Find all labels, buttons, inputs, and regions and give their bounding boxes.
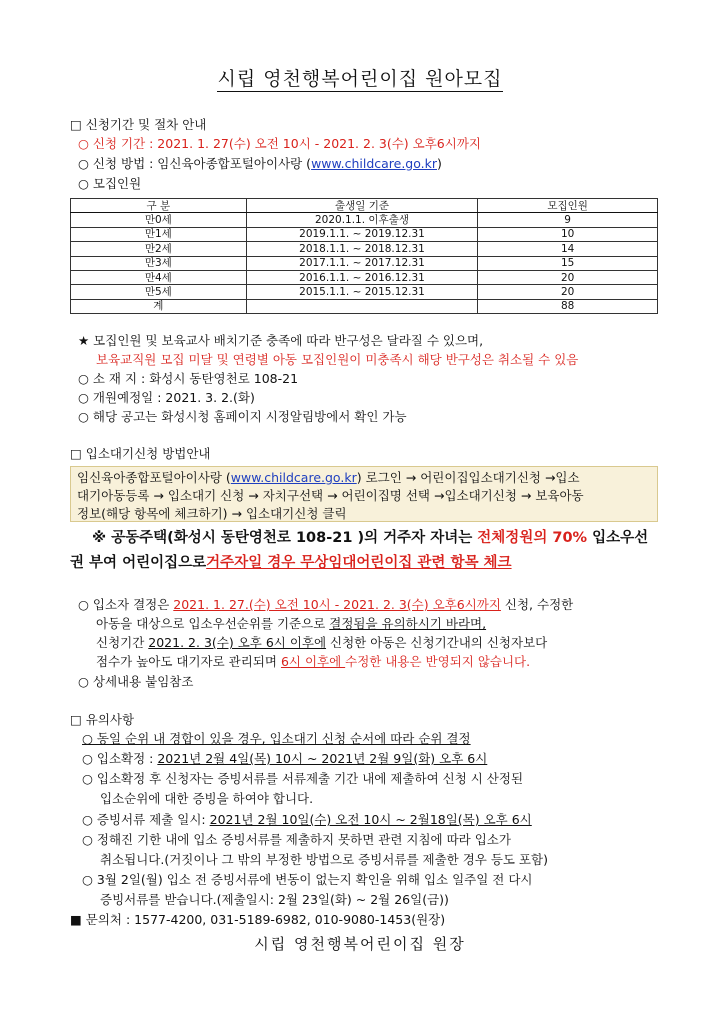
caution-item1: ○ 동일 순위 내 경합이 있을 경우, 입소대기 신청 순서에 따라 순위 결정	[82, 731, 471, 746]
table-cell: 14	[478, 242, 658, 256]
procedure-text: ) 로그인 → 어린이집입소대기신청 →입소	[356, 470, 580, 485]
section3-heading: □ 유의사항	[70, 712, 135, 727]
table-row	[71, 285, 658, 299]
method-prefix: ○ 신청 방법 : 임신육아종합포털아이사랑 (	[78, 156, 312, 171]
table-cell: 만4세	[71, 270, 247, 284]
table-cell	[246, 299, 478, 313]
procedure-line3: 정보(해당 항목에 체크하기) → 입소대기신청 클릭	[77, 506, 347, 521]
note-star: ★ 모집인원 및 보육교사 배치기준 충족에 따라 반구성은 달라질 수 있으며,	[78, 333, 484, 348]
emphasis-line2	[70, 554, 512, 572]
table-cell: 2020.1.1. 이후출생	[246, 213, 478, 227]
childcare-link[interactable]: www.childcare.go.kr	[311, 156, 438, 171]
emphasis-text: 권 부여 어린이집으로	[70, 555, 207, 571]
opening-date: ○ 개원예정일 : 2021. 3. 2.(화)	[78, 390, 255, 405]
section2-heading: □ 입소대기신청 방법안내	[70, 446, 211, 461]
emphasis-red: 거주자일 경우 무상임대어린이집 관련 항목 체크	[206, 555, 512, 571]
section1-heading: □ 신청기간 및 절차 안내	[70, 117, 207, 132]
procedure-line2: 대기아동등록 → 입소대기 신청 → 자치구선택 → 어린이집명 선택 →입소대기신청 → 보육아동	[77, 488, 584, 503]
table-cell: 계	[71, 299, 247, 313]
decision-line3	[96, 634, 547, 652]
caution-item3a: ○ 입소확정 후 신청자는 증빙서류를 서류제출 기간 내에 제출하여 신청 시 산정된	[82, 771, 524, 786]
procedure-text: 임신육아종합포털아이사랑 (	[77, 470, 231, 485]
decision-red: 6시 이후에	[280, 654, 346, 669]
table-cell: 만0세	[71, 213, 247, 227]
caution-item6b: 증빙서류를 받습니다.(제출일시: 2월 23일(화) ~ 2월 26일(금))	[100, 892, 449, 907]
table-cell: 2017.1.1. ~ 2017.12.31	[246, 256, 478, 270]
method-suffix: )	[437, 156, 442, 171]
table-cell: 만1세	[71, 227, 247, 241]
footer-signature: 시립 영천행복어린이집 원장	[254, 935, 466, 953]
table-cell: 만3세	[71, 256, 247, 270]
application-method	[78, 155, 442, 173]
table-total-row	[71, 299, 658, 313]
table-cell: 20	[478, 270, 658, 284]
note-star-red: 보육교직원 모집 미달 및 연령별 아동 모집인원이 미충족시 해당 반구성은 취소될 수 있음	[96, 352, 579, 367]
table-header: 출생일 기준	[246, 199, 478, 213]
table-cell: 2019.1.1. ~ 2019.12.31	[246, 227, 478, 241]
emphasis-line1	[92, 529, 648, 547]
decision-text: 신청, 수정한	[500, 597, 574, 612]
decision-line1	[78, 596, 573, 614]
table-cell: 2018.1.1. ~ 2018.12.31	[246, 242, 478, 256]
table-cell: 2015.1.1. ~ 2015.12.31	[246, 285, 478, 299]
emphasis-text: ※ 공동주택(화성시 동탄영천로 108-21 )의 거주자 자녀는	[92, 530, 478, 546]
table-header: 구 분	[71, 199, 247, 213]
table-row	[71, 270, 658, 284]
application-period: ○ 신청 기간 : 2021. 1. 27(수) 오전 10시 - 2021. 2. 3(수) 오후6시까지	[78, 136, 481, 151]
table-row	[71, 213, 658, 227]
decision-text: ○ 입소자 결정은	[78, 597, 174, 612]
recruit-table	[70, 198, 658, 314]
caution-text: ○ 증빙서류 제출 일시:	[82, 812, 210, 827]
page-title-text: 시립 영천행복어린이집 원아모집	[217, 68, 503, 90]
caution-item5a: ○ 정해진 기한 내에 입소 증빙서류를 제출하지 못하면 관련 지침에 따라 입소가	[82, 832, 511, 847]
decision-text: 아동을 대상으로 입소우선순위를 기준으로	[96, 616, 330, 631]
decision-text: 신청한 아동은 신청기간내의 신청자보다	[326, 635, 548, 650]
table-cell: 2016.1.1. ~ 2016.12.31	[246, 270, 478, 284]
caution-text: 2021년 2월 4일(목) 10시 ~ 2021년 2월 9일(화) 오후 6시	[157, 751, 488, 766]
decision-red: 수정한 내용은 반영되지 않습니다.	[345, 654, 531, 669]
table-cell: 88	[478, 299, 658, 313]
table-cell: 만5세	[71, 285, 247, 299]
childcare-link-box[interactable]: www.childcare.go.kr	[230, 470, 357, 485]
table-header: 모집인원	[478, 199, 658, 213]
recruit-label: ○ 모집인원	[78, 176, 142, 191]
procedure-box	[70, 466, 658, 522]
contact-line: ■ 문의처 : 1577-4200, 031-5189-6982, 010-9080-1453(원장)	[70, 912, 446, 927]
table-cell: 10	[478, 227, 658, 241]
decision-red: 2021. 1. 27.(수) 오전 10시 - 2021. 2. 3(수) 오후6시까지	[173, 597, 501, 612]
decision-text: 신청기간	[96, 635, 149, 650]
decision-text: 결정됨을 유의하시기 바라며,	[329, 616, 487, 631]
decision-text: 점수가 높아도 대기자로 관리되며	[96, 654, 281, 669]
table-cell: 20	[478, 285, 658, 299]
caution-item3b: 입소순위에 대한 증빙을 하여야 합니다.	[100, 791, 314, 806]
caution-text: 2021년 2월 10일(수) 오전 10시 ~ 2월18일(목) 오후 6시	[209, 812, 532, 827]
notice-line: ○ 해당 공고는 화성시청 홈페이지 시정알림방에서 확인 가능	[78, 409, 407, 424]
caution-item6a: ○ 3월 2일(월) 입소 전 증빙서류에 변동이 없는지 확인을 위해 입소 일주일 전 다시	[82, 872, 533, 887]
details-line: ○ 상세내용 붙임참조	[78, 674, 194, 689]
caution-item4	[82, 811, 532, 829]
page-title	[0, 64, 720, 91]
table-row	[71, 242, 658, 256]
decision-text: 2021. 2. 3(수) 오후 6시 이후에	[148, 635, 327, 650]
caution-item5b: 취소됩니다.(거짓이나 그 밖의 부정한 방법으로 증빙서류를 제출한 경우 등도 포함)	[100, 852, 548, 867]
emphasis-red: 전체정원의 70%	[477, 530, 588, 546]
address-line: ○ 소 재 지 : 화성시 동탄영천로 108-21	[78, 371, 299, 386]
table-row	[71, 227, 658, 241]
procedure-line1	[77, 469, 651, 487]
emphasis-text: 입소우선	[587, 530, 649, 546]
caution-item2	[82, 750, 487, 768]
table-row	[71, 256, 658, 270]
table-cell: 만2세	[71, 242, 247, 256]
caution-text: ○ 입소확정 :	[82, 751, 158, 766]
table-cell: 15	[478, 256, 658, 270]
decision-line4	[96, 653, 530, 671]
decision-line2	[96, 615, 486, 633]
table-header-row	[71, 199, 658, 213]
table-cell: 9	[478, 213, 658, 227]
